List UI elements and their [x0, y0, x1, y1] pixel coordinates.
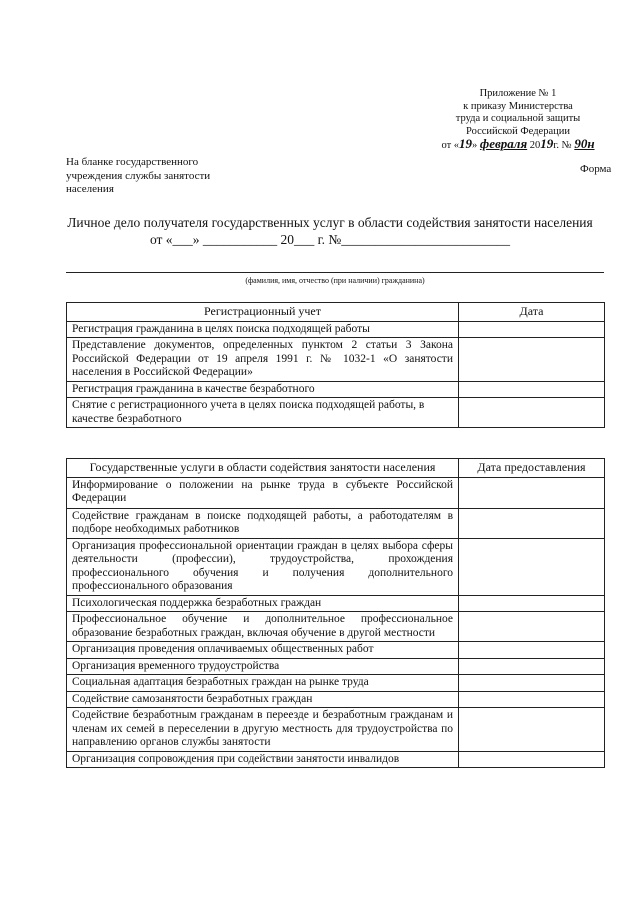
row-label: Психологическая поддержка безработных граждан — [67, 595, 459, 612]
handwritten-order-number: 90н — [574, 136, 595, 151]
order-prefix: от « — [441, 140, 460, 151]
table-row — [67, 675, 605, 692]
name-underline — [66, 272, 604, 273]
title-line-2: от «___» ___________ 20___ г. №_________________________ — [149, 232, 511, 247]
year-suffix: г. № — [553, 140, 572, 151]
table-header-row — [67, 459, 605, 478]
services-table — [66, 458, 605, 768]
row-label: Организация временного трудоустройства — [67, 658, 459, 675]
row-label: Организация сопровождения при содействии занятости инвалидов — [67, 751, 459, 768]
title-line-1: Личное дело получателя государственных услуг в области содействия занятости населения — [67, 215, 593, 230]
name-hint: (фамилия, имя, отчество (при наличии) гражданина) — [245, 276, 425, 285]
row-label: Социальная адаптация безработных граждан на рынке труда — [67, 675, 459, 692]
date-cell[interactable] — [459, 691, 605, 708]
table-row — [67, 508, 605, 538]
row-label: Содействие самозанятости безработных граждан — [67, 691, 459, 708]
table-row — [67, 381, 605, 398]
table-row — [67, 691, 605, 708]
letterhead-note: На бланке государственного учреждения службы занятости населения — [66, 156, 211, 195]
header-registration: Регистрационный учет — [67, 303, 459, 322]
table-row — [67, 658, 605, 675]
year-prefix: 20 — [529, 140, 541, 151]
table-row — [67, 612, 605, 642]
row-label: Представление документов, определенных пунктом 2 статьи 3 Закона Российской Федерации от 19 апреля 1991 г. № 1032-1 «О занятости населения в Российской Федерации» — [67, 338, 459, 382]
appendix-line-2: к приказу Министерства — [463, 100, 573, 112]
table-row — [67, 321, 605, 338]
form-label: Форма — [580, 163, 612, 175]
row-label: Регистрация гражданина в качестве безработного — [67, 381, 459, 398]
row-label: Снятие с регистрационного учета в целях поиска подходящей работы, в качестве безработного — [67, 398, 459, 428]
date-cell[interactable] — [459, 595, 605, 612]
row-label: Информирование о положении на рынке труда в субъекте Российской Федерации — [67, 477, 459, 508]
date-cell[interactable] — [459, 642, 605, 659]
date-cell[interactable] — [459, 381, 605, 398]
date-cell[interactable] — [459, 321, 605, 338]
handwritten-year: 19 — [540, 136, 554, 151]
table-row — [67, 398, 605, 428]
date-cell[interactable] — [459, 612, 605, 642]
date-cell[interactable] — [459, 751, 605, 768]
date-cell[interactable] — [459, 708, 605, 752]
date-cell[interactable] — [459, 658, 605, 675]
handwritten-day: 19 — [459, 136, 473, 151]
table-row — [67, 751, 605, 768]
table-row — [67, 538, 605, 595]
header-date: Дата — [459, 303, 605, 322]
row-label: Организация проведения оплачиваемых общественных работ — [67, 642, 459, 659]
row-label: Организация профессиональной ориентации граждан в целях выбора сферы деятельности (профессии), трудоустройства, прохождения профессионального обучения и получения дополнительного профессионального образования — [67, 538, 459, 595]
date-cell[interactable] — [459, 477, 605, 508]
appendix-block — [398, 88, 638, 153]
header-service-date: Дата предоставления — [459, 459, 605, 478]
appendix-line-4: Российской Федерации — [466, 125, 570, 137]
order-date-line — [398, 138, 638, 153]
date-cell[interactable] — [459, 398, 605, 428]
row-label: Содействие безработным гражданам в переезде и безработным гражданам и членам их семей в переселении в другую местность для трудоустройства по направлению органов службы занятости — [67, 708, 459, 752]
row-label: Профессиональное обучение и дополнительное профессиональное образование безработных граждан, включая обучение в другой местности — [67, 612, 459, 642]
table-row — [67, 708, 605, 752]
quote-close: » — [472, 140, 478, 151]
row-label: Регистрация гражданина в целях поиска подходящей работы — [67, 321, 459, 338]
date-cell[interactable] — [459, 675, 605, 692]
appendix-line-3: труда и социальной защиты — [455, 113, 581, 124]
table-header-row — [67, 303, 605, 322]
registration-table — [66, 302, 605, 428]
table-row — [67, 642, 605, 659]
date-cell[interactable] — [459, 538, 605, 595]
appendix-line-1: Приложение № 1 — [479, 88, 557, 99]
date-cell[interactable] — [459, 338, 605, 382]
document-title — [40, 214, 620, 248]
date-cell[interactable] — [459, 508, 605, 538]
table-row — [67, 477, 605, 508]
table-row — [67, 338, 605, 382]
handwritten-month: февраля — [479, 136, 528, 151]
row-label: Содействие гражданам в поиске подходящей работы, а работодателям в подборе необходимых работников — [67, 508, 459, 538]
table-row — [67, 595, 605, 612]
header-services: Государственные услуги в области содействия занятости населения — [67, 459, 459, 478]
